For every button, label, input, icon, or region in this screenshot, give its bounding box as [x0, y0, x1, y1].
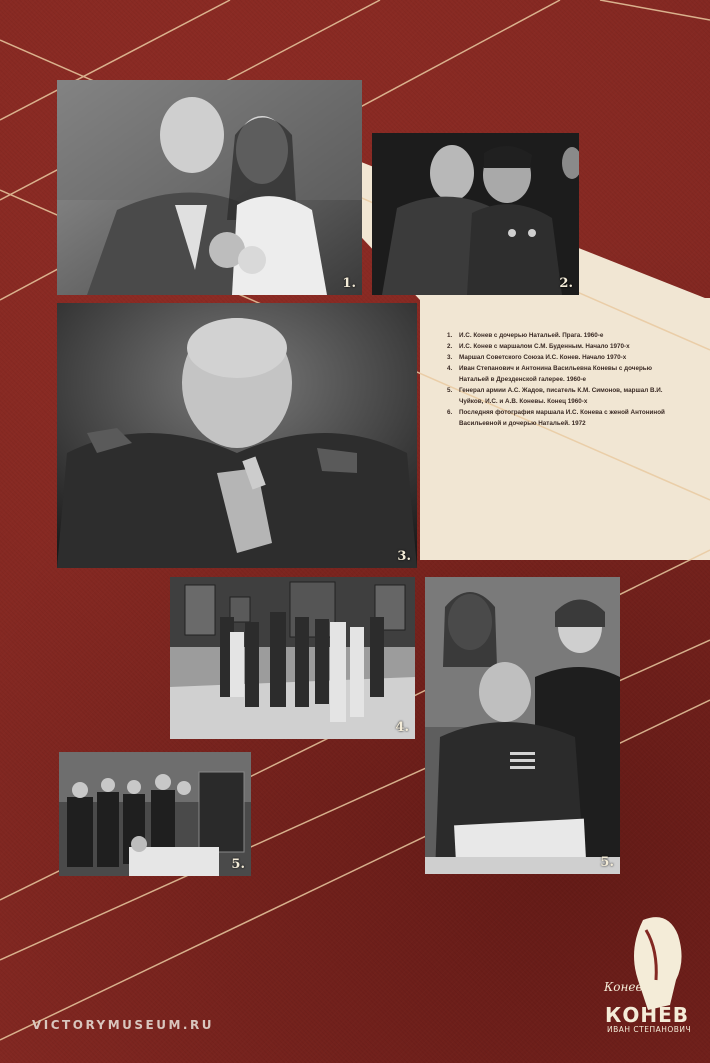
logo-subtitle: ИВАН СТЕПАНОВИЧ	[607, 1025, 692, 1034]
signature-logo: Конев	[604, 980, 643, 994]
caption-list	[447, 330, 672, 429]
caption-item: 5. Генерал армии А.С. Жадов, писатель К.М. Симонов, маршал В.И. Чуйков, И.С. и А.В. Коневы. Конец 1960-х	[447, 387, 663, 405]
caption-item: 6. Последняя фотография маршала И.С. Конева с женой Антониной Васильевной и дочерью Натальей. 1972	[447, 409, 665, 427]
photo-number: 5.	[231, 857, 245, 872]
photo-5	[425, 577, 620, 874]
logo-name: КОНЕВ	[605, 1003, 689, 1027]
caption-item: 1. И.С. Конев с дочерью Натальей. Прага. 1960-е	[447, 332, 604, 339]
photo-number: 2.	[559, 276, 573, 291]
photo-2	[372, 133, 579, 295]
photo-3	[57, 303, 417, 568]
website-url[interactable]: VICTORYMUSEUM.RU	[32, 1018, 214, 1032]
photo-6	[59, 752, 251, 876]
photo-number: 1.	[342, 276, 356, 291]
caption-item: 2. И.С. Конев с маршалом С.М. Буденным. Начало 1970-х	[447, 343, 630, 350]
caption-item: 4. Иван Степанович и Антонина Васильевна Коневы с дочерью Натальей в Дрезденской галерее. 1960-е	[447, 365, 653, 383]
photo-number: 4.	[395, 720, 409, 735]
photo-number: 3.	[397, 549, 411, 564]
caption-item: 3. Маршал Советского Союза И.С. Конев. Начало 1970-х	[447, 354, 627, 361]
photo-number: 5.	[600, 855, 614, 870]
photo-1	[57, 80, 362, 295]
photo-4	[170, 577, 415, 739]
